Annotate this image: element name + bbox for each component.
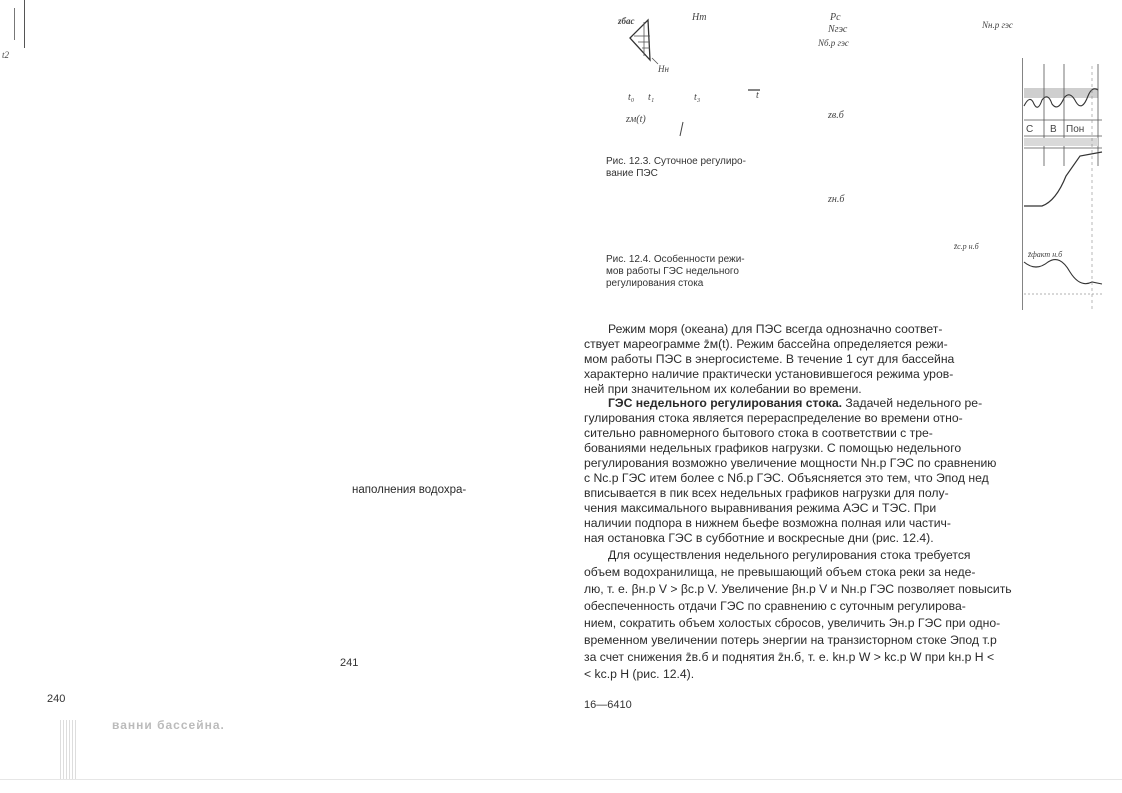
bottom-edge-line [0,779,1122,780]
paragraph-3-line-6: временном увеличении потерь энергии на транзисторном стоке Эпод т.р [584,633,997,647]
label-z-nb: zн.б [828,194,845,205]
paragraph-3-line-1: Для осуществления недельного регулирования стока требуется [608,548,971,562]
paragraph-1 [584,322,1024,397]
figure-12-3 [608,6,778,141]
paragraph-3 [584,548,1024,684]
paragraph-3-line-5: нием, сократить объем холостых сбросов, увеличить Эн.р ГЭС при одно- [584,616,1001,630]
paragraph-2-line-6: с Nс.р ГЭС итем более с Nб.р ГЭС. Объясняется это тем, что Эпод нед [584,471,989,485]
paragraph-2-line-4: бованиями недельных графиков нагрузки. С помощью недельного [584,441,962,455]
label-day-c: С [1026,124,1034,135]
paragraph-2-heading: ГЭС недельного регулирования стока. [608,396,843,410]
caption-12-4 [606,254,786,290]
label-day-pon: Пон [1066,124,1085,135]
caption-12-4-line-1: Рис. 12.4. Особенности режи- [606,254,745,265]
signature-mark: 16—6410 [584,699,632,711]
paragraph-2-line-3: сительно равномерного бытового стока в соответствии с тре- [584,426,933,440]
bleed-through-text: ванни бассейна. [112,718,225,732]
paragraph-2-line-5: регулирования возможно увеличение мощности Nн.р ГЭС по сравнению [584,456,997,470]
label-t1: t₁ [648,92,655,103]
label-z-nb-sr: z̄с.р н.б [954,242,979,251]
label-h-t: Hт [692,12,707,23]
paragraph-3-line-3: лю, т. е. βн.р V > βс.р V. Увеличение βн.р V и Nн.р ГЭС позволяет повысить [584,582,1012,596]
paragraph-2-line-2: гулирования стока является перераспределение во времени отно- [584,411,963,425]
label-z-bas: zбас [618,16,635,26]
paragraph-2 [584,396,1024,546]
paragraph-2-line-8: чения максимального выравнивания режима АЭС и ТЭС. При [584,501,937,515]
label-z-m-t: zм(t) [626,114,646,125]
gutter-line-2 [24,0,25,48]
label-n-ges: Nгэс [828,24,848,35]
margin-mark: t2 [2,50,10,60]
paragraph-3-line-8: < kс.р H (рис. 12.4). [584,667,695,681]
label-h-n: Hн [658,64,669,74]
binding-shadow [60,720,76,780]
paragraph-1-line-4: характерно наличие практически установившегося режима уров- [584,367,954,381]
paragraph-2-line-10: ная остановка ГЭС в субботние и воскресные дни (рис. 12.4). [584,531,934,545]
label-p-c: Pс [830,12,841,23]
figure-12-4 [790,6,1122,316]
paragraph-1-line-2: ствует мареограмме z̄м(t). Режим бассейна определяется режи- [584,337,948,351]
paragraph-2-first-line-rest: Задачей недельного ре- [842,396,983,410]
figure-12-4-chart [1022,56,1122,316]
label-z-nb-fakt: z̄факт н.б [1028,250,1063,259]
page-number-241: 241 [340,657,359,669]
label-t-axis: t [756,90,759,101]
label-t3: t₃ [694,92,701,103]
label-n-bp-ges: Nб.р гэс [818,38,849,48]
caption-12-3 [606,156,786,180]
caption-12-3-line-2: вание ПЭС [606,168,658,179]
paragraph-2-line-9: наличии подпора в нижнем бьефе возможна полная или частич- [584,516,951,530]
caption-12-3-line-1: Рис. 12.3. Суточное регулиро- [606,156,746,167]
page-number-240: 240 [47,693,66,705]
gutter-line-1 [14,8,15,40]
paragraph-1-line-3: мом работы ПЭС в энергосистеме. В течение 1 сут для бассейна [584,352,955,366]
paragraph-3-line-7: за счет снижения z̄в.б и поднятия z̄н.б, т. е. kн.р W > kс.р W при kн.р H < [584,650,995,664]
paragraph-3-line-2: объем водохранилища, не превышающий объем стока реки за неде- [584,565,976,579]
paragraph-2-line-7: вписывается в пик всех недельных графиков нагрузки для полу- [584,486,949,500]
caption-12-4-line-3: регулирования стока [606,278,704,289]
label-t0: t₀ [628,92,635,103]
paragraph-2-line-1 [584,396,1024,411]
paragraph-1-line-5: ней при значительном их колебании во времени. [584,382,862,396]
caption-12-4-line-2: мов работы ГЭС недельного [606,266,739,277]
label-z-vb: zв.б [828,110,844,121]
left-page-fragment: наполнения водохра- [352,484,467,496]
paragraph-3-line-4: обеспеченность отдачи ГЭС по сравнению с суточным регулирова- [584,599,966,613]
label-day-v: В [1050,124,1057,135]
paragraph-1-line-1: Режим моря (океана) для ПЭС всегда однозначно соответ- [608,322,943,336]
label-n-np-ges: Nн.р гэс [982,20,1013,30]
